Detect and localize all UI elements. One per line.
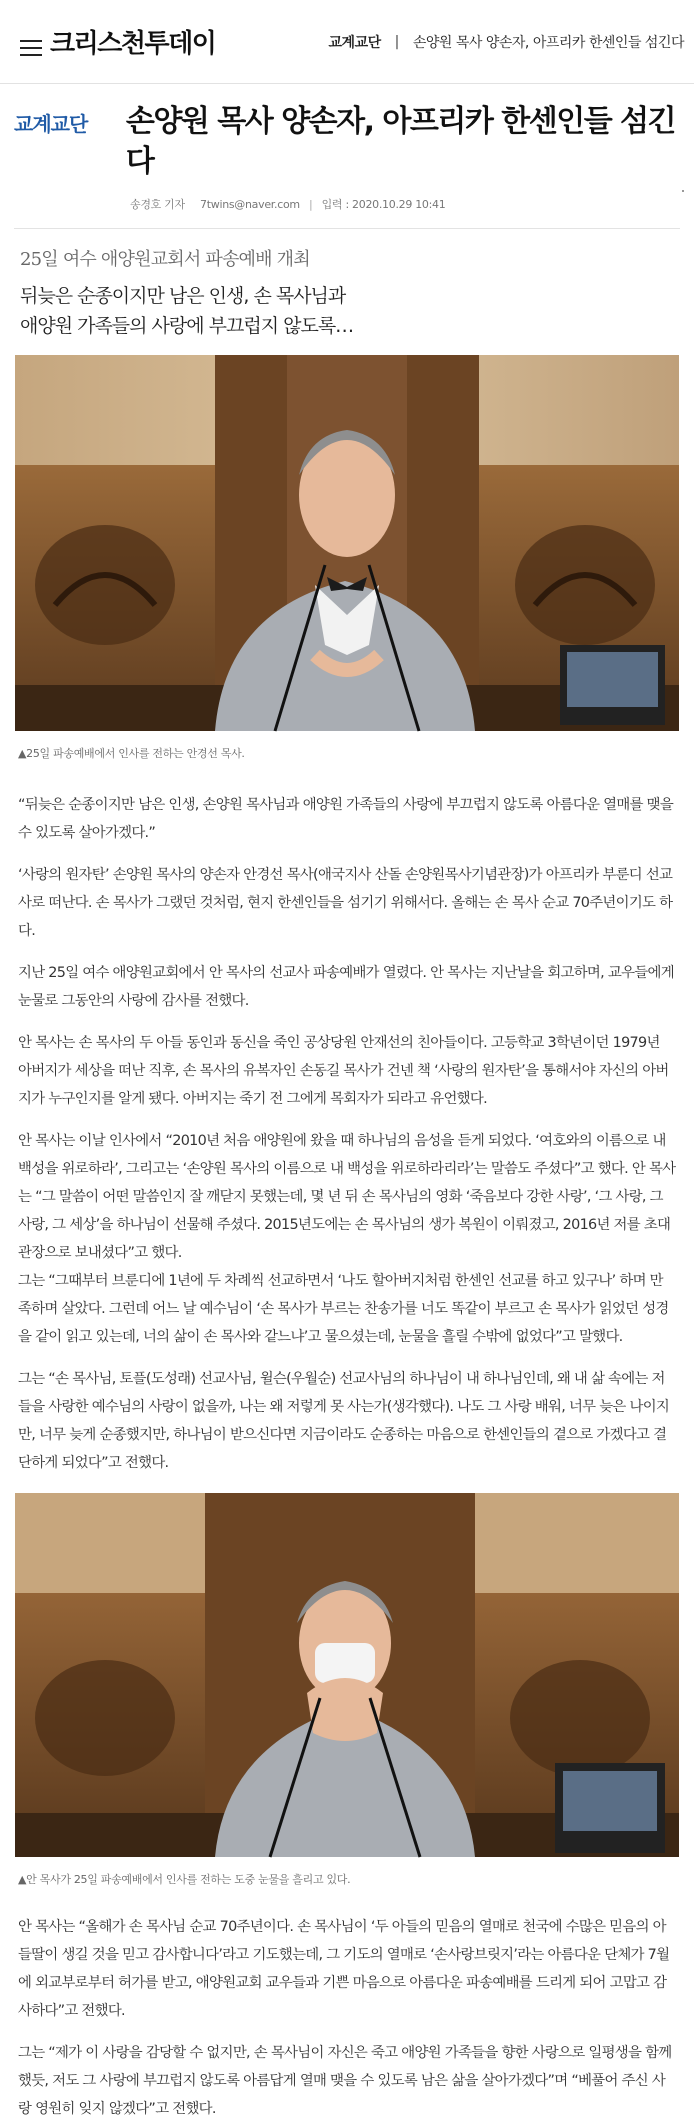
article-header	[0, 84, 694, 182]
photo-1-caption: ▲25일 파송예배에서 인사를 전하는 안경선 목사.	[18, 747, 245, 760]
article-subtitle-gray: 25일 여수 애양원교회서 파송예배 개최	[20, 249, 310, 270]
subtitle-line-1: 뒤늦은 순종이지만 남은 인생, 손 목사님과	[20, 285, 346, 307]
header-article-title: 손양원 목사 양손자, 아프리카 한센인들 섬긴다	[412, 34, 684, 51]
header-category-link[interactable]: 교계교단	[328, 34, 381, 51]
dot-mark	[682, 190, 684, 192]
paragraph-5: 안 목사는 이날 인사에서 “2010년 처음 애양원에 왔을 때 하나님의 음성을 듣게 되었다. ‘여호와의 이름으로 내 백성을 위로하라’, 그리고는 ‘손양원 목사의 이름으로 내 백성을 위로하라리라’는 말씀도 주셨다”고 했다. 안 목사는 “그 말씀이 어떤 말씀인지 잘 깨닫지 못했는데, 몇 년 뒤 손 목사님의 영화 ‘죽음보다 강한 사랑’, ‘그 사랑, 그 사랑, 그 세상’을 하나님이 선물해 주셨다. 2015년도에는 손 목사님의 생가 복원이 이뤄졌고, 2016년 저를 초대 관장으로 보내셨다”고 했다.	[18, 1133, 676, 1261]
byline-separator: |	[309, 198, 313, 211]
photo-2-caption: ▲안 목사가 25일 파송예배에서 인사를 전하는 도중 눈물을 흘리고 있다.	[18, 1873, 351, 1886]
reporter-email[interactable]: 7twins@naver.com	[200, 198, 300, 211]
paragraph-1: “뒤늦은 순종이지만 남은 인생, 손양원 목사님과 애양원 가족들의 사랑에 부끄럽지 않도록 아름다운 열매를 맺을 수 있도록 살아가겠다.”	[18, 797, 674, 841]
paragraph-4: 안 목사는 손 목사의 두 아들 동인과 동신을 죽인 공상당원 안재선의 친아들이다. 고등학교 3학년이던 1979년 아버지가 세상을 떠난 직후, 손 목사의 유복자인 손동길 목사가 건넨 책 ‘사랑의 원자탄’을 통해서야 자신의 아버지가 누구인지를 알게 됐다. 아버지는 죽기 전 그에게 목회자가 되라고 유언했다.	[18, 1035, 669, 1107]
article-body-continued	[0, 1887, 694, 2123]
header-breadcrumb	[329, 32, 684, 52]
article-body	[0, 761, 694, 1477]
site-header	[0, 0, 694, 84]
reporter-name: 송경호 기자	[130, 198, 185, 211]
site-logo[interactable]: 크리스천투데이	[50, 29, 216, 59]
paragraph-9: 그는 “제가 이 사랑을 감당할 수 없지만, 손 목사님이 자신은 죽고 애양원 가족들을 향한 사랑으로 일평생을 함께했듯, 저도 그 사랑에 부끄럽지 않도록 아름답게 열매 맺을 수 있도록 남은 삶을 살아가겠다”며 “베풀어 주신 사랑 영원히 잊지 않겠다”고 전했다.	[18, 2045, 672, 2117]
article-title: 손양원 목사 양손자, 아프리카 한센인들 섬긴다	[125, 104, 676, 179]
article-photo-1	[15, 355, 679, 731]
article-subtitle	[0, 271, 694, 341]
article-category[interactable]: 교계교단	[14, 112, 88, 136]
paragraph-7: 그는 “손 목사님, 토플(도성래) 선교사님, 윌슨(우월순) 선교사님의 하나님이 내 하나님인데, 왜 내 삶 속에는 저들을 사랑한 예수님의 사랑이 없을까, 나는 왜 저렇게 못 사는가(생각했다). 나도 그 사랑 배워, 너무 늦은 나이지만, 너무 늦게 순종했지만, 하나님이 받으신다면 지금이라도 순종하는 마음으로 한센인들의 곁으로 가겠다고 결단하게 되었다”고 전했다.	[18, 1371, 670, 1471]
article-photo-2	[15, 1493, 679, 1857]
pastor-speaking-photo	[15, 355, 679, 731]
article-byline	[130, 196, 694, 212]
paragraph-2: ‘사랑의 원자탄’ 손양원 목사의 양손자 안경선 목사(애국지사 산돌 손양원목사기념관장)가 아프리카 부룬디 선교사로 떠난다. 손 목사가 그랬던 것처럼, 현지 한센인들을 섬기기 위해서다. 올해는 손 목사 순교 70주년이기도 하다.	[18, 867, 673, 939]
pastor-crying-photo	[15, 1493, 679, 1857]
hamburger-menu-icon[interactable]	[20, 40, 42, 56]
subtitle-line-2: 애양원 가족들의 사랑에 부끄럽지 않도록…	[20, 315, 354, 337]
paragraph-8: 안 목사는 “올해가 손 목사님 순교 70주년이다. 손 목사님이 ‘두 아들의 믿음의 열매로 천국에 수많은 믿음의 아들딸이 생길 것을 믿고 감사합니다’라고 기도했는데, 그 기도의 열매로 ‘손사랑브릿지’라는 아름다운 단체가 7월에 외교부로부터 허가를 받고, 애양원교회 교우들과 기쁜 마음으로 아름다운 파송예배를 드리게 되어 고맙고 감사하다”고 전했다.	[18, 1919, 670, 2019]
publish-date: 입력 : 2020.10.29 10:41	[321, 198, 446, 211]
header-separator: |	[394, 33, 399, 50]
paragraph-3: 지난 25일 여수 애양원교회에서 안 목사의 선교사 파송예배가 열렸다. 안 목사는 지난날을 회고하며, 교우들에게 눈물로 그동안의 사랑에 감사를 전했다.	[18, 965, 674, 1009]
paragraph-6: 그는 “그때부터 브룬디에 1년에 두 차례씩 선교하면서 ‘나도 할아버지처럼 한센인 선교를 하고 있구나’ 하며 만족하며 살았다. 그런데 어느 날 예수님이 ‘손 목사가 부르는 찬송가를 너도 똑같이 부르고 손 목사가 읽었던 성경을 같이 읽고 있는데, 너의 삶이 손 목사와 같느냐’고 물으셨는데, 눈물을 흘릴 수밖에 없었다”고 말했다.	[18, 1273, 669, 1345]
